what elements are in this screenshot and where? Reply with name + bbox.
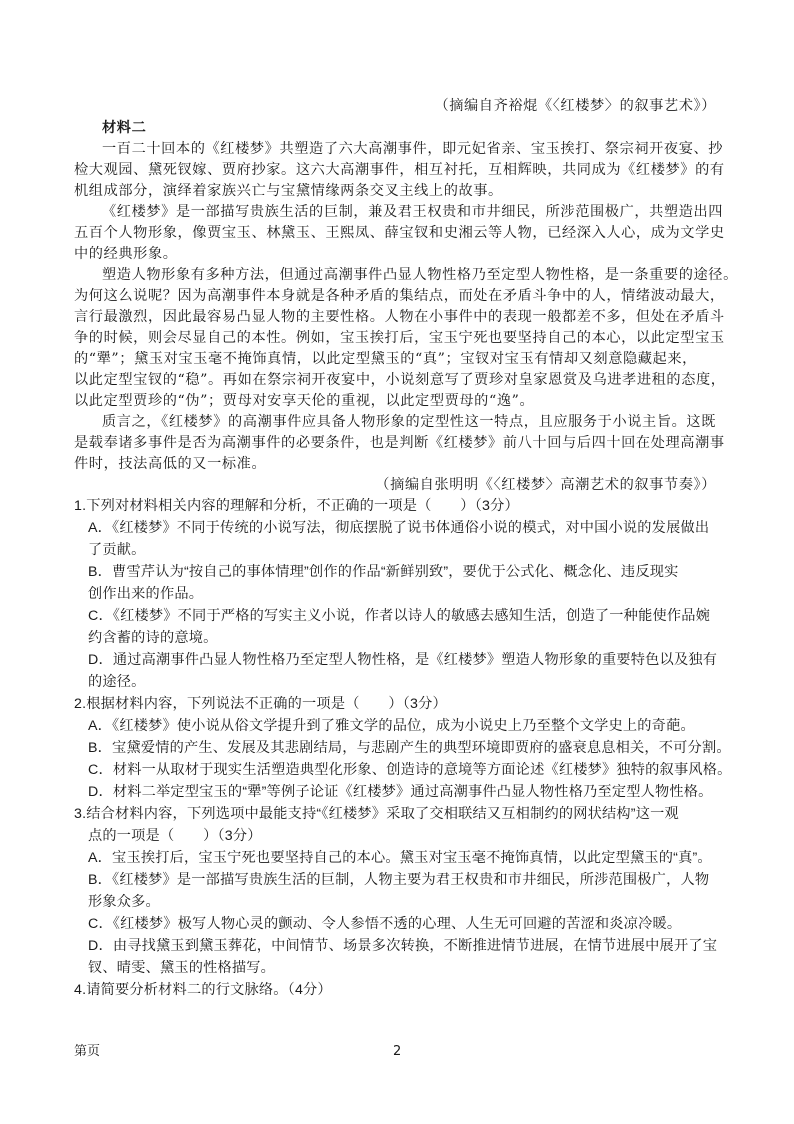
material2-heading: 材料二 bbox=[102, 120, 147, 136]
paragraph-line: 检大观园、黛死钗嫁、贾府抄家。这六大高潮事件，相互衬托，互相辉映，共同成为《红楼梦》的有 bbox=[74, 162, 725, 178]
footer-page-number: 2 bbox=[393, 1044, 402, 1059]
question-1-option: 约含蓄的诗的意境。 bbox=[88, 630, 218, 646]
question-1-option: A．《红楼梦》不同于传统的小说写法，彻底摆脱了说书体通俗小说的模式，对中国小说的发展做出 bbox=[88, 520, 710, 536]
question-1-option: 创作出来的作品。 bbox=[88, 586, 204, 602]
question-3-option: D．由寻找黛玉到黛玉葬花，中间情节、场景多次转换，不断推进情节进展，在情节进展中展开了宝 bbox=[88, 938, 718, 954]
footer-page-label: 第页 bbox=[74, 1044, 101, 1059]
question-3-stem-cont: 点的一项是（ ）（3分） bbox=[88, 828, 262, 844]
question-3-option: 形象众多。 bbox=[88, 894, 160, 910]
paragraph-line: 以此定型贾珍的“伪”；贾母对安享天伦的重视，以此定型贾母的“逸”。 bbox=[74, 393, 535, 409]
question-2-option: B．宝黛爱情的产生、发展及其悲剧结局，与悲剧产生的典型环境即贾府的盛衰息息相关，不可分割。 bbox=[88, 740, 731, 756]
paragraph-line: 塑造人物形象有多种方法，但通过高潮事件凸显人物性格乃至定型人物性格，是一条重要的途径。 bbox=[102, 267, 738, 283]
paragraph-line: 中的经典形象。 bbox=[74, 246, 178, 262]
paragraph-line: 一百二十回本的《红楼梦》共塑造了六大高潮事件，即元妃省亲、宝玉挨打、祭宗祠开夜宴、抄 bbox=[102, 141, 724, 157]
paragraph-line: 件时，技法高低的又一标准。 bbox=[74, 456, 267, 472]
paragraph-line: 的“犟”；黛玉对宝玉毫不掩饰真情，以此定型黛玉的“真”；宝钗对宝玉有情却又刻意隐藏起来， bbox=[74, 351, 697, 367]
paragraph-line: 五百个人物形象，像贾宝玉、林黛玉、王熙凤、薛宝钗和史湘云等人物，已经深入人心，成为文学史 bbox=[74, 225, 725, 241]
paragraph-line: 言行最激烈，因此最容易凸显人物的主要性格。人物在小事件中的表现一般都差不多，但处在矛盾斗 bbox=[74, 309, 725, 325]
question-1-option: 了贡献。 bbox=[88, 542, 146, 558]
question-1-option: 的途径。 bbox=[88, 674, 146, 690]
paragraph-line: 是载奉诸多事件是否为高潮事件的必要条件，也是判断《红楼梦》前八十回与后四十回在处理高潮事 bbox=[74, 435, 725, 451]
question-3-option: A．宝玉挨打后，宝玉宁死也要坚持自己的本心。黛玉对宝玉毫不掩饰真情，以此定型黛玉的“真”。 bbox=[88, 850, 712, 866]
paragraph-line: 质言之，《红楼梦》的高潮事件应具备人物形象的定型性这一特点，且应服务于小说主旨。这既 bbox=[102, 414, 716, 430]
question-2-option: C．材料一从取材于现实生活塑造典型化形象、创造诗的意境等方面论述《红楼梦》独特的叙事风格。 bbox=[88, 762, 732, 778]
question-1-option: C．《红楼梦》不同于严格的写实主义小说，作者以诗人的敏感去感知生活，创造了一种能使作品婉 bbox=[88, 608, 711, 624]
paragraph-line: 以此定型宝钗的“稳”。再如在祭宗祠开夜宴中，小说刻意写了贾珍对皇家恩赏及乌进孝进租的态度， bbox=[74, 372, 726, 388]
material2-source: （摘编自张明明《〈红楼梦〉高潮艺术的叙事节奏》） bbox=[375, 477, 716, 493]
material1-source: （摘编自齐裕焜《〈红楼梦〉的叙事艺术》） bbox=[434, 98, 716, 114]
paragraph-line: 争的时候，则会尽显自己的本性。例如，宝玉挨打后，宝玉宁死也要坚持自己的本心，以此定型宝玉 bbox=[74, 330, 725, 346]
question-1-option: B．曹雪芹认为“按自己的事体情理”创作的作品“新鲜别致”，要优于公式化、概念化、违反现实 bbox=[88, 564, 679, 580]
question-1-option: D．通过高潮事件凸显人物性格乃至定型人物性格，是《红楼梦》塑造人物形象的重要特色以及独有 bbox=[88, 652, 718, 668]
question-3-option: C．《红楼梦》极写人物心灵的颤动、令人参悟不透的心理、人生无可回避的苦涩和炎凉冷暖。 bbox=[88, 916, 682, 932]
paragraph-line: 为何这么说呢？因为高潮事件本身就是各种矛盾的集结点，而处在矛盾斗争中的人，情绪波动最大， bbox=[74, 288, 725, 304]
question-3-option: 钗、晴雯、黛玉的性格描写。 bbox=[88, 960, 276, 976]
question-3-stem: 3.结合材料内容，下列选项中最能支持“《红楼梦》采取了交相联结又互相制约的网状结构”这一观 bbox=[74, 806, 679, 822]
question-1-stem: 1.下列对材料相关内容的理解和分析，不正确的一项是（ ）（3分） bbox=[74, 498, 519, 514]
paragraph-line: 机组成部分，演绎着家族兴亡与宝黛情缘两条交叉主线上的故事。 bbox=[74, 183, 503, 199]
question-3-option: B．《红楼梦》是一部描写贵族生活的巨制，人物主要为君王权贵和市井细民，所涉范围极广，人物 bbox=[88, 872, 710, 888]
question-2-option: D．材料二举定型宝玉的“犟”等例子论证《红楼梦》通过高潮事件凸显人物性格乃至定型人物性格。 bbox=[88, 784, 713, 800]
question-2-option: A．《红楼梦》使小说从俗文学提升到了雅文学的品位，成为小说史上乃至整个文学史上的奇葩。 bbox=[88, 718, 695, 734]
question-2-stem: 2.根据材料内容，下列说法不正确的一项是（ ）（3分） bbox=[74, 696, 447, 712]
paragraph-line: 《红楼梦》是一部描写贵族生活的巨制，兼及君王权贵和市井细民，所涉范围极广，共塑造出四 bbox=[102, 204, 724, 220]
question-4-stem: 4.请简要分析材料二的行文脉络。（4分） bbox=[74, 982, 332, 998]
